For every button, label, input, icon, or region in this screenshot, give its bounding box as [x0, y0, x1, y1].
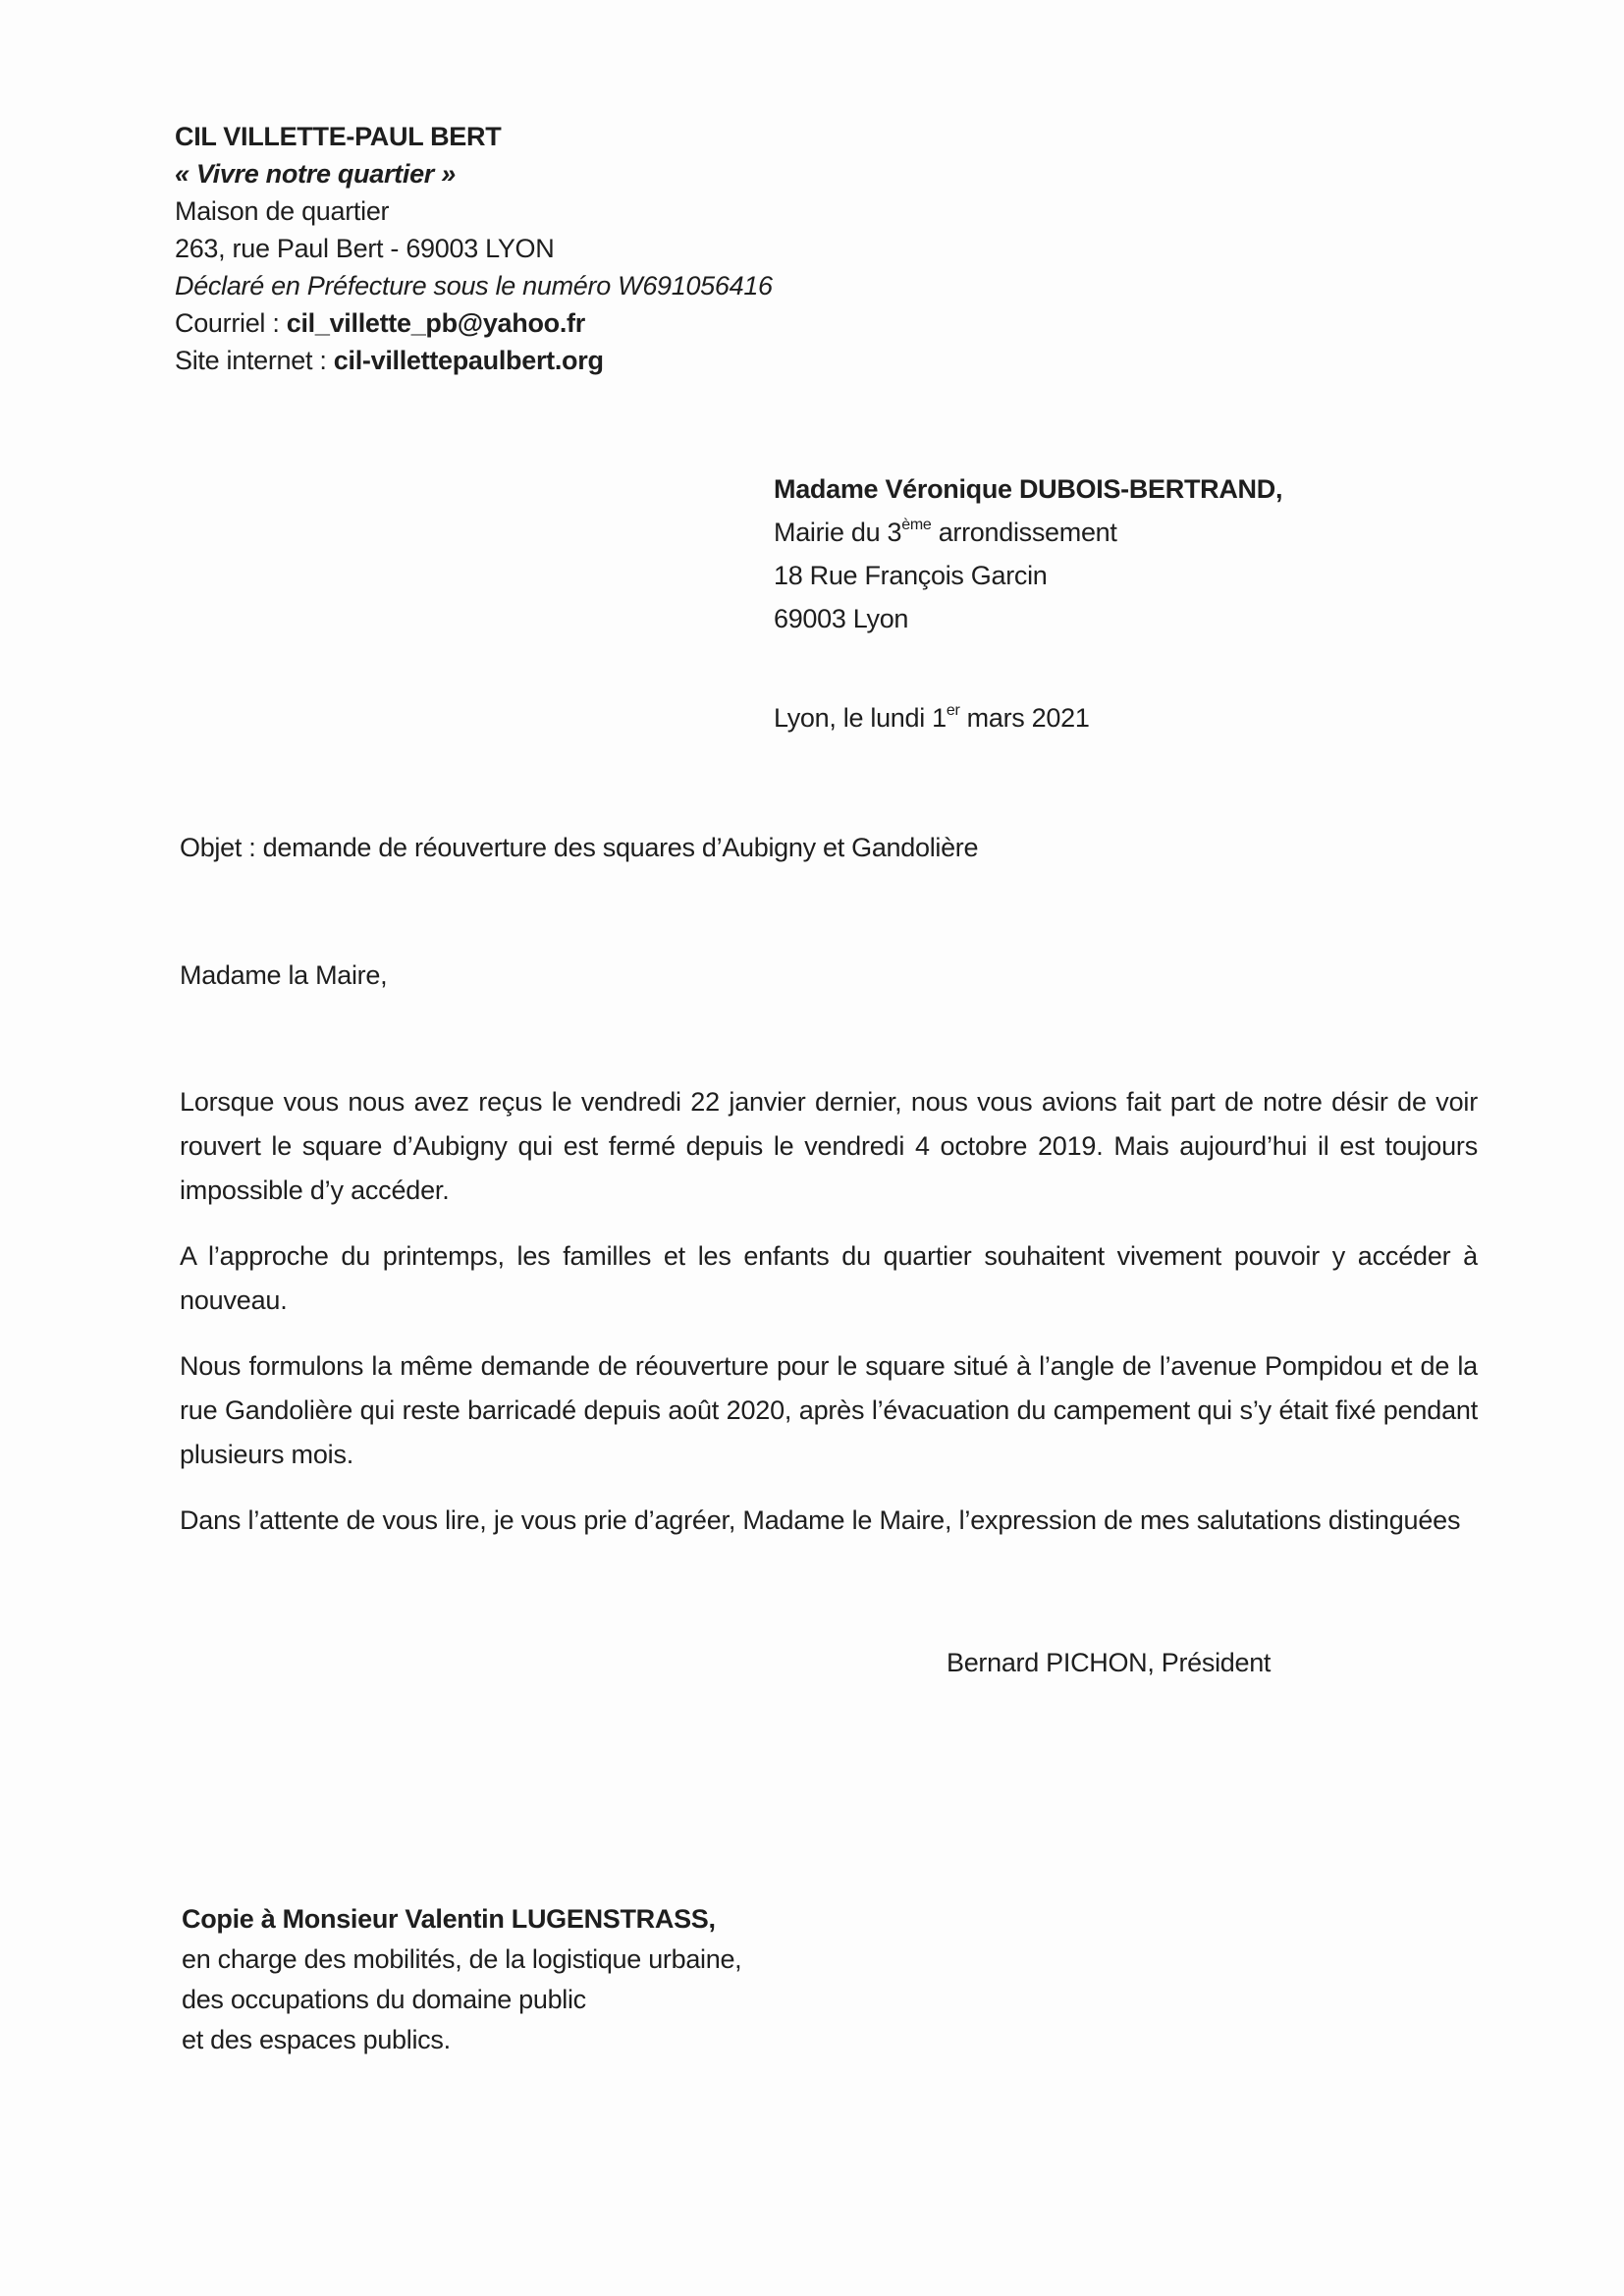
sender-website-line	[175, 342, 773, 379]
body-paragraph: A l’approche du printemps, les familles et les enfants du quartier souhaitent vivement pouvoir y accéder à nouveau.	[180, 1241, 1478, 1315]
sender-address: 263, rue Paul Bert - 69003 LYON	[175, 234, 555, 263]
recipient-block	[774, 467, 1282, 640]
sender-website-label: Site internet :	[175, 346, 334, 375]
sender-registration: Déclaré en Préfecture sous le numéro W691056416	[175, 271, 773, 301]
sender-email: cil_villette_pb@yahoo.fr	[286, 308, 585, 338]
copy-heading: Copie à Monsieur Valentin LUGENSTRASS,	[182, 1904, 716, 1934]
recipient-city: 69003 Lyon	[774, 604, 909, 633]
date-prefix: Lyon, le lundi 1	[774, 703, 947, 733]
copy-line: et des espaces publics.	[182, 2025, 451, 2054]
sender-block	[175, 118, 773, 379]
sender-email-line	[175, 304, 773, 342]
recipient-office-suffix: arrondissement	[931, 518, 1117, 547]
letter-signature: Bernard PICHON, Président	[947, 1648, 1272, 1677]
sender-website: cil-villettepaulbert.org	[333, 346, 604, 375]
sender-building: Maison de quartier	[175, 196, 390, 226]
letter-salutation: Madame la Maire,	[180, 960, 388, 990]
recipient-street: 18 Rue François Garcin	[774, 561, 1048, 590]
letter-body	[180, 1080, 1478, 1564]
copy-line: des occupations du domaine public	[182, 1985, 586, 2014]
recipient-name: Madame Véronique DUBOIS-BERTRAND,	[774, 474, 1283, 504]
recipient-office	[774, 511, 1282, 554]
date-sup: er	[946, 702, 960, 719]
body-paragraph: Nous formulons la même demande de réouverture pour le square situé à l’angle de l’avenue Pompidou et de la rue Gandolière qui reste barricadé depuis août 2020, après l’évacuation du campement qui s’y était fixé pendant plusieurs mois.	[180, 1351, 1478, 1469]
body-paragraph: Lorsque vous nous avez reçus le vendredi 22 janvier dernier, nous vous avions fait part de notre désir de voir rouvert le square d’Aubigny qui est fermé depuis le vendredi 4 octobre 2019. Mais aujourd’hui il est toujours impossible d’y accéder.	[180, 1087, 1478, 1205]
date-suffix: mars 2021	[959, 703, 1090, 733]
sender-organization: CIL VILLETTE-PAUL BERT	[175, 122, 502, 151]
body-paragraph: Dans l’attente de vous lire, je vous prie d’agréer, Madame le Maire, l’expression de mes salutations distinguées	[180, 1505, 1461, 1535]
recipient-office-sup: ème	[901, 517, 932, 533]
letter-subject: Objet : demande de réouverture des squares d’Aubigny et Gandolière	[180, 833, 979, 862]
copy-line: en charge des mobilités, de la logistique urbaine,	[182, 1944, 742, 1974]
letter-date	[774, 699, 1090, 737]
copy-block	[182, 1899, 741, 2060]
sender-motto: « Vivre notre quartier »	[175, 159, 456, 189]
recipient-office-prefix: Mairie du 3	[774, 518, 902, 547]
sender-email-label: Courriel :	[175, 308, 287, 338]
